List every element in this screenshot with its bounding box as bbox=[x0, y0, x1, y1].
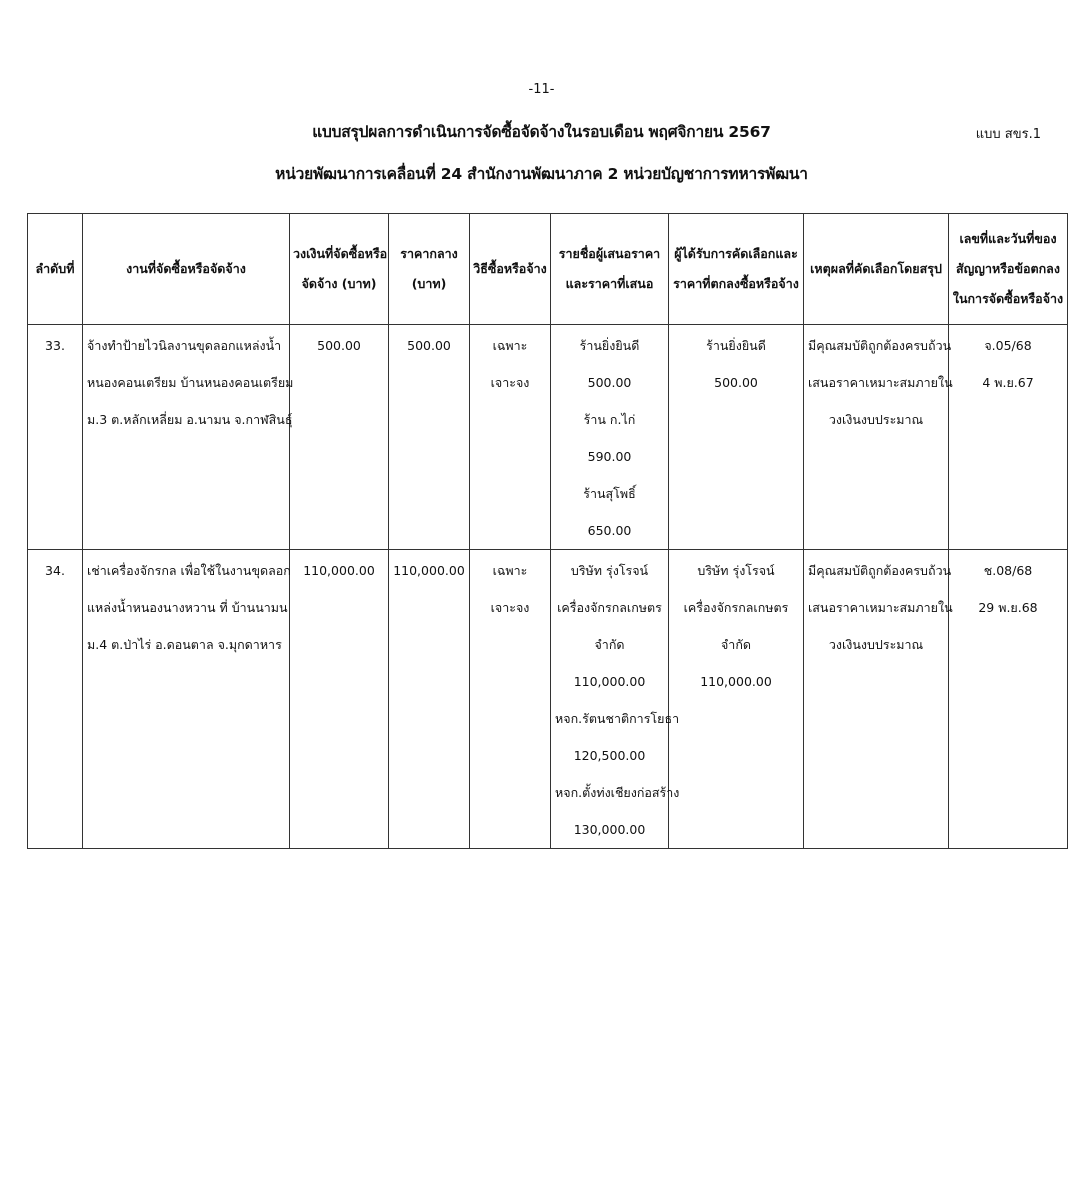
header-selected: ผู้ได้รับการคัดเลือกและ ราคาที่ตกลงซื้อหรือจ้าง bbox=[669, 214, 804, 325]
row-median-price: 110,000.00 bbox=[389, 550, 470, 849]
header-work: งานที่จัดซื้อหรือจัดจ้าง bbox=[83, 214, 290, 325]
table-row bbox=[28, 325, 1068, 550]
row-budget: 110,000.00 bbox=[290, 550, 389, 849]
row-work: จ้างทำป้ายไวนิลงานขุดลอกแหล่งน้ำ หนองคอนเตรียม บ้านหนองคอนเตรียม ม.3 ต.หลักเหลี่ยม อ.นามน จ.กาฬสินธุ์ bbox=[83, 325, 290, 550]
table-row bbox=[28, 550, 1068, 849]
row-no: 33. bbox=[28, 325, 83, 550]
row-work: เช่าเครื่องจักรกล เพื่อใช้ในงานขุดลอก แหล่งน้ำหนองนางหวาน ที่ บ้านนามน ม.4 ต.ป่าไร่ อ.ดอนตาล จ.มุกดาหาร bbox=[83, 550, 290, 849]
row-no: 34. bbox=[28, 550, 83, 849]
row-median-price: 500.00 bbox=[389, 325, 470, 550]
row-bidders: บริษัท รุ่งโรจน์ เครื่องจักรกลเกษตร จำกัด 110,000.00 หจก.รัตนชาติการโยธา 120,500.00 หจก.ตั้งท่งเชียงก่อสร้าง 130,000.00 bbox=[551, 550, 669, 849]
row-reason: มีคุณสมบัติถูกต้องครบถ้วน เสนอราคาเหมาะสมภายใน วงเงินงบประมาณ bbox=[804, 550, 949, 849]
header-method: วิธีซื้อหรือจ้าง bbox=[470, 214, 551, 325]
header-budget: วงเงินที่จัดซื้อหรือ จัดจ้าง (บาท) bbox=[290, 214, 389, 325]
header-contract: เลขที่และวันที่ของ สัญญาหรือข้อตกลง ในการจัดซื้อหรือจ้าง bbox=[949, 214, 1068, 325]
row-selected: บริษัท รุ่งโรจน์ เครื่องจักรกลเกษตร จำกัด 110,000.00 bbox=[669, 550, 804, 849]
form-code: แบบ สขร.1 bbox=[975, 127, 1041, 142]
row-budget: 500.00 bbox=[290, 325, 389, 550]
row-method: เฉพาะเจาะจง bbox=[470, 550, 551, 849]
page-subtitle: หน่วยพัฒนาการเคลื่อนที่ 24 สำนักงานพัฒนาภาค 2 หน่วยบัญชาการทหารพัฒนา bbox=[275, 165, 808, 183]
header-median-price: ราคากลาง (บาท) bbox=[389, 214, 470, 325]
row-contract: ช.08/68 29 พ.ย.68 bbox=[949, 550, 1068, 849]
header-no: ลำดับที่ bbox=[28, 214, 83, 325]
row-bidders: ร้านยิ่งยินดี 500.00 ร้าน ก.ไก่ 590.00 ร้านสุโพธิ์ 650.00 bbox=[551, 325, 669, 550]
header-bidders: รายชื่อผู้เสนอราคา และราคาที่เสนอ bbox=[551, 214, 669, 325]
row-contract: จ.05/68 4 พ.ย.67 bbox=[949, 325, 1068, 550]
row-method: เฉพาะเจาะจง bbox=[470, 325, 551, 550]
row-selected: ร้านยิ่งยินดี 500.00 bbox=[669, 325, 804, 550]
table-header-row bbox=[28, 214, 1068, 325]
page-number: -11- bbox=[528, 82, 555, 97]
procurement-table bbox=[27, 213, 1068, 849]
page-title: แบบสรุปผลการดำเนินการจัดซื้อจัดจ้างในรอบเดือน พฤศจิกายน 2567 bbox=[312, 123, 771, 141]
header-reason: เหตุผลที่คัดเลือกโดยสรุป bbox=[804, 214, 949, 325]
row-reason: มีคุณสมบัติถูกต้องครบถ้วน เสนอราคาเหมาะสมภายใน วงเงินงบประมาณ bbox=[804, 325, 949, 550]
